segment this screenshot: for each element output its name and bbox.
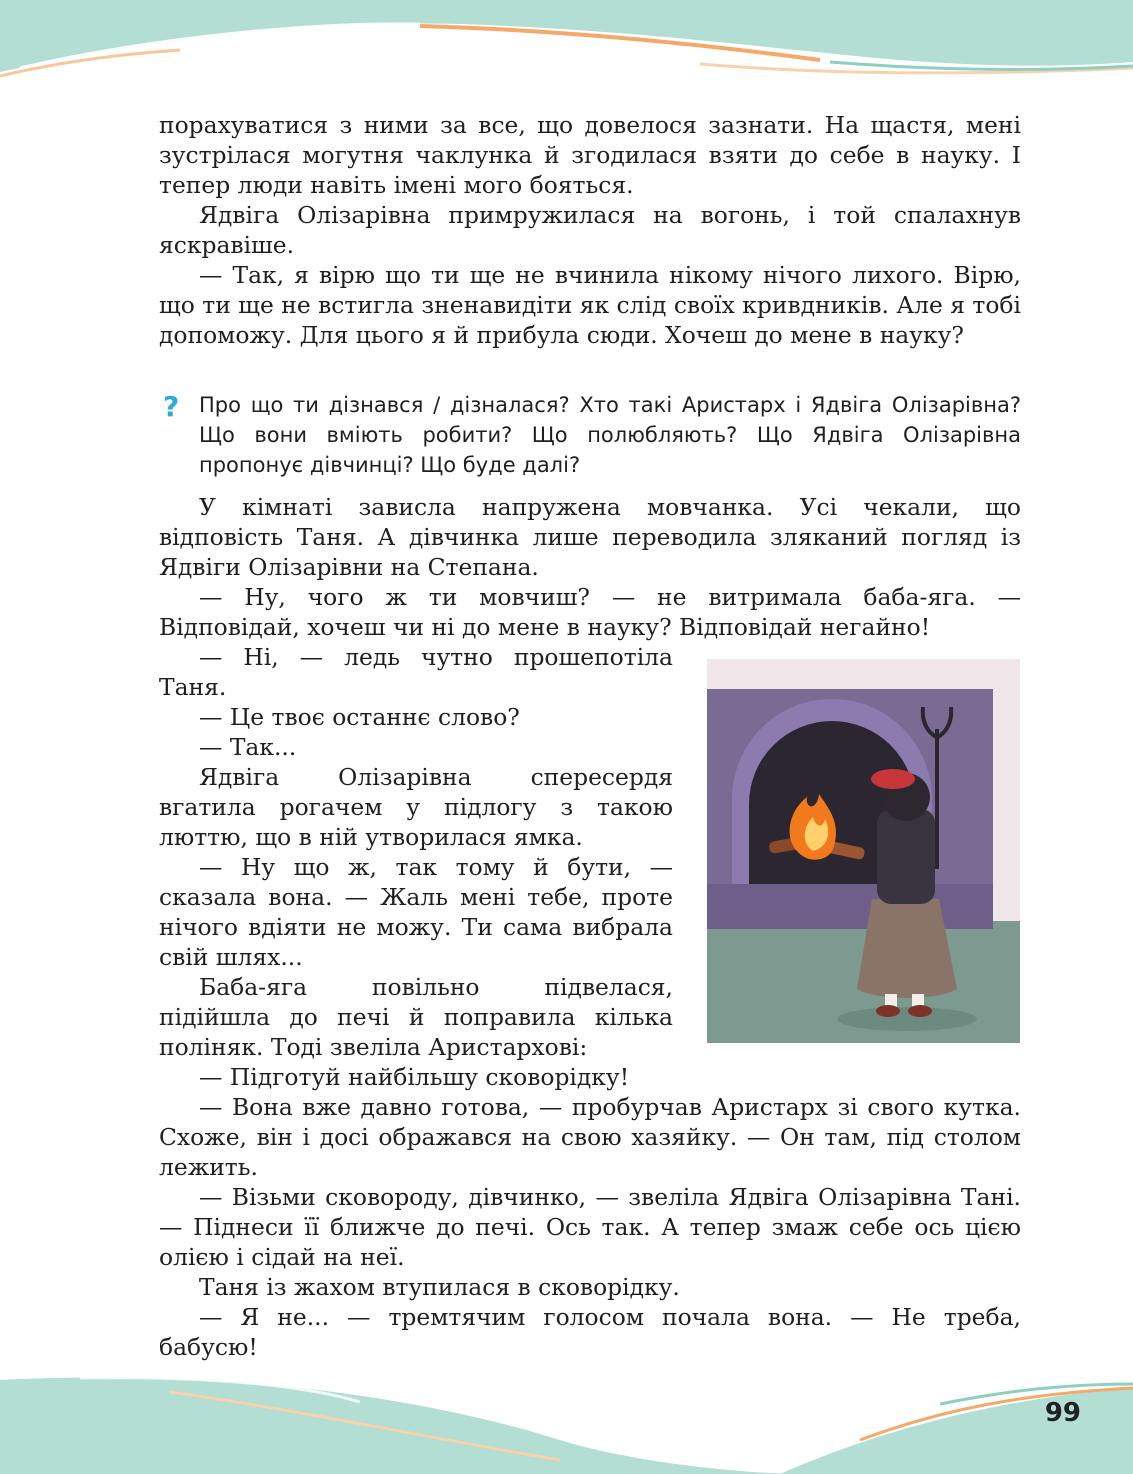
page-number: 99: [1044, 1398, 1081, 1428]
paragraph: У кімнаті зависла напружена мовчанка. Усі чекали, що відповість Таня. А дівчинка лише переводила зляканий погляд із Ядвіги Олізарівни на Степана.: [159, 493, 1021, 581]
question-text: Про що ти дізнався / дізналася? Хто такі Аристарх і Ядвіга Олізарівна? Що вони вміють робити? Що полюбляють? Що Ядвіга Олізарівна пропонує дівчинці? Що буде далі?: [199, 393, 1021, 477]
paragraph: — Ну, чого ж ти мовчиш? — не витримала баба-яга. — Відповідай, хочеш чи ні до мене в науку? Відповідай негайно!: [159, 583, 1021, 641]
paragraph: — Так, я вірю що ти ще не вчинила нікому нічого лихого. Вірю, що ти ще не встигла зненавидіти як слід своїх кривдників. Але я тобі допоможу. Для цього я й прибула сюди. Хочеш до мене в науку?: [159, 261, 1021, 349]
paragraph: Таня із жахом втупилася в сковорідку.: [199, 1273, 680, 1301]
stove-illustration: [707, 659, 1020, 1043]
paragraph: — Це твоє останнє слово?: [199, 703, 520, 731]
paragraph: порахуватися з ними за все, що довелося зазнати. На щастя, мені зустрілася могутня чаклунка й згодилася взяти до себе в науку. І тепер люди навіть імені мого бояться.: [159, 111, 1021, 199]
text-section-bottom: [159, 1092, 1021, 1362]
text-section-middle: [159, 492, 1021, 642]
paragraph: — Вона вже давно готова, — пробурчав Аристарх зі свого кутка. Схоже, він і досі ображався на свою хазяйку. — Он там, під столом лежить.: [159, 1093, 1021, 1181]
paragraph: — Так...: [199, 733, 297, 761]
paragraph: — Я не... — тремтячим голосом почала вона. — Не треба, бабусю!: [159, 1303, 1021, 1361]
paragraph: — Ну що ж, так тому й бути, — сказала вона. — Жаль мені тебе, проте нічого вдіяти не можу. Ти сама вибрала свій шлях...: [159, 853, 673, 971]
paragraph: — Ні, — ледь чутно прошепотіла Таня.: [159, 643, 673, 701]
paragraph: — Візьми сковороду, дівчинко, — звеліла Ядвіга Олізарівна Тані. — Піднеси її ближче до печі. Ось так. А тепер змаж себе ось цією олією і сідай на неї.: [159, 1183, 1021, 1271]
question-block: [159, 390, 1021, 480]
bottom-decorative-wave: [0, 1370, 1133, 1474]
paragraph: — Підготуй найбільшу сковорідку!: [199, 1063, 630, 1091]
paragraph: Баба-яга повільно підвелася, підійшла до печі й поправила кілька поліняк. Тоді звеліла Аристархові:: [159, 973, 673, 1061]
paragraph: Ядвіга Олізарівна спересердя вгатила рогачем у підлогу з такою люттю, що в ній утворилася ямка.: [159, 763, 673, 851]
text-section-narrow: [159, 642, 673, 1092]
text-section-top: [159, 110, 1021, 350]
top-decorative-wave: [0, 0, 1133, 90]
question-mark-icon: ?: [163, 390, 180, 423]
paragraph: Ядвіга Олізарівна примружилася на вогонь, і той спалахнув яскравіше.: [159, 201, 1021, 259]
